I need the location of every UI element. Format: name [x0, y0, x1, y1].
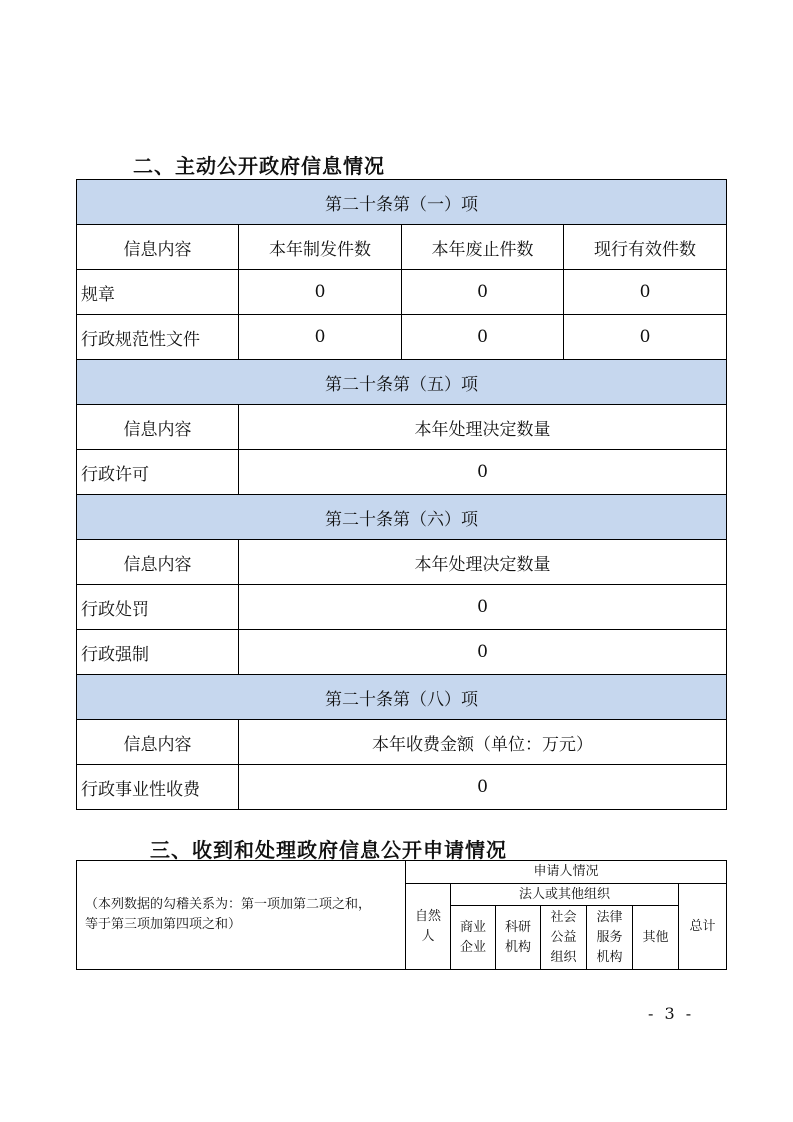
row-label: 规章 [77, 270, 239, 315]
note-cell [77, 861, 406, 970]
table-cell: 0 [402, 315, 564, 360]
header-line: 人 [421, 928, 435, 944]
row-label: 行政许可 [77, 450, 239, 495]
header-line: 商业 [459, 919, 486, 935]
header-line: 机构 [596, 949, 623, 965]
header-line: 机构 [504, 939, 531, 955]
column-header: 现行有效件数 [564, 225, 727, 270]
table-cell: 0 [239, 315, 402, 360]
table-row [77, 270, 727, 315]
header-line: 组织 [550, 949, 577, 965]
section-row [77, 360, 727, 405]
section-title-art20-8: 第二十条第（八）项 [77, 675, 727, 720]
total-header: 总计 [679, 884, 727, 970]
header-row [77, 861, 727, 884]
column-header: 本年废止件数 [402, 225, 564, 270]
page-number: - 3 - [648, 1004, 695, 1023]
row-label: 行政规范性文件 [77, 315, 239, 360]
header-line: 社会 [550, 909, 577, 925]
section-row [77, 180, 727, 225]
header-line: 法律 [596, 909, 623, 925]
table-row [77, 630, 727, 675]
natural-person-header [406, 884, 451, 970]
column-header: 信息内容 [77, 540, 239, 585]
column-header: 本年处理决定数量 [239, 405, 727, 450]
table-cell: 0 [564, 315, 727, 360]
header-row [77, 720, 727, 765]
column-header: 信息内容 [77, 225, 239, 270]
table-cell: 0 [239, 765, 727, 810]
note-line: （本列数据的勾稽关系为：第一项加第二项之和， [85, 897, 372, 912]
table-cell: 0 [564, 270, 727, 315]
legal-org-header: 法人或其他组织 [451, 884, 679, 906]
header-line: 服务 [596, 929, 623, 945]
header-line: 其他 [642, 929, 669, 945]
section-title-art20-1: 第二十条第（一）项 [77, 180, 727, 225]
table-cell: 0 [239, 585, 727, 630]
header-row [77, 225, 727, 270]
table-row [77, 585, 727, 630]
table-cell: 0 [239, 270, 402, 315]
sub-column-header [633, 906, 679, 970]
section-row [77, 495, 727, 540]
section-heading-3: 三、收到和处理政府信息公开申请情况 [150, 838, 507, 862]
applicant-header: 申请人情况 [406, 861, 727, 884]
section-heading-2: 二、主动公开政府信息情况 [133, 154, 385, 178]
row-label: 行政处罚 [77, 585, 239, 630]
section-row [77, 675, 727, 720]
column-header: 本年收费金额（单位：万元） [239, 720, 727, 765]
header-line: 自然 [414, 908, 441, 924]
sub-column-header [496, 906, 541, 970]
sub-column-header [451, 906, 496, 970]
table-cell: 0 [239, 450, 727, 495]
sub-column-header [587, 906, 633, 970]
table-row [77, 450, 727, 495]
active-disclosure-table [76, 179, 727, 810]
table-row [77, 315, 727, 360]
column-header: 本年处理决定数量 [239, 540, 727, 585]
column-header: 信息内容 [77, 405, 239, 450]
table-row [77, 765, 727, 810]
note-line: 等于第三项加第四项之和） [85, 917, 242, 932]
table-cell: 0 [402, 270, 564, 315]
application-table [76, 860, 727, 970]
header-row [77, 540, 727, 585]
column-header: 本年制发件数 [239, 225, 402, 270]
row-label: 行政事业性收费 [77, 765, 239, 810]
table-cell: 0 [239, 630, 727, 675]
column-header: 信息内容 [77, 720, 239, 765]
sub-column-header [541, 906, 587, 970]
header-row [77, 405, 727, 450]
section-title-art20-6: 第二十条第（六）项 [77, 495, 727, 540]
header-line: 公益 [550, 929, 577, 945]
header-line: 企业 [459, 939, 486, 955]
row-label: 行政强制 [77, 630, 239, 675]
section-title-art20-5: 第二十条第（五）项 [77, 360, 727, 405]
header-line: 科研 [504, 919, 531, 935]
